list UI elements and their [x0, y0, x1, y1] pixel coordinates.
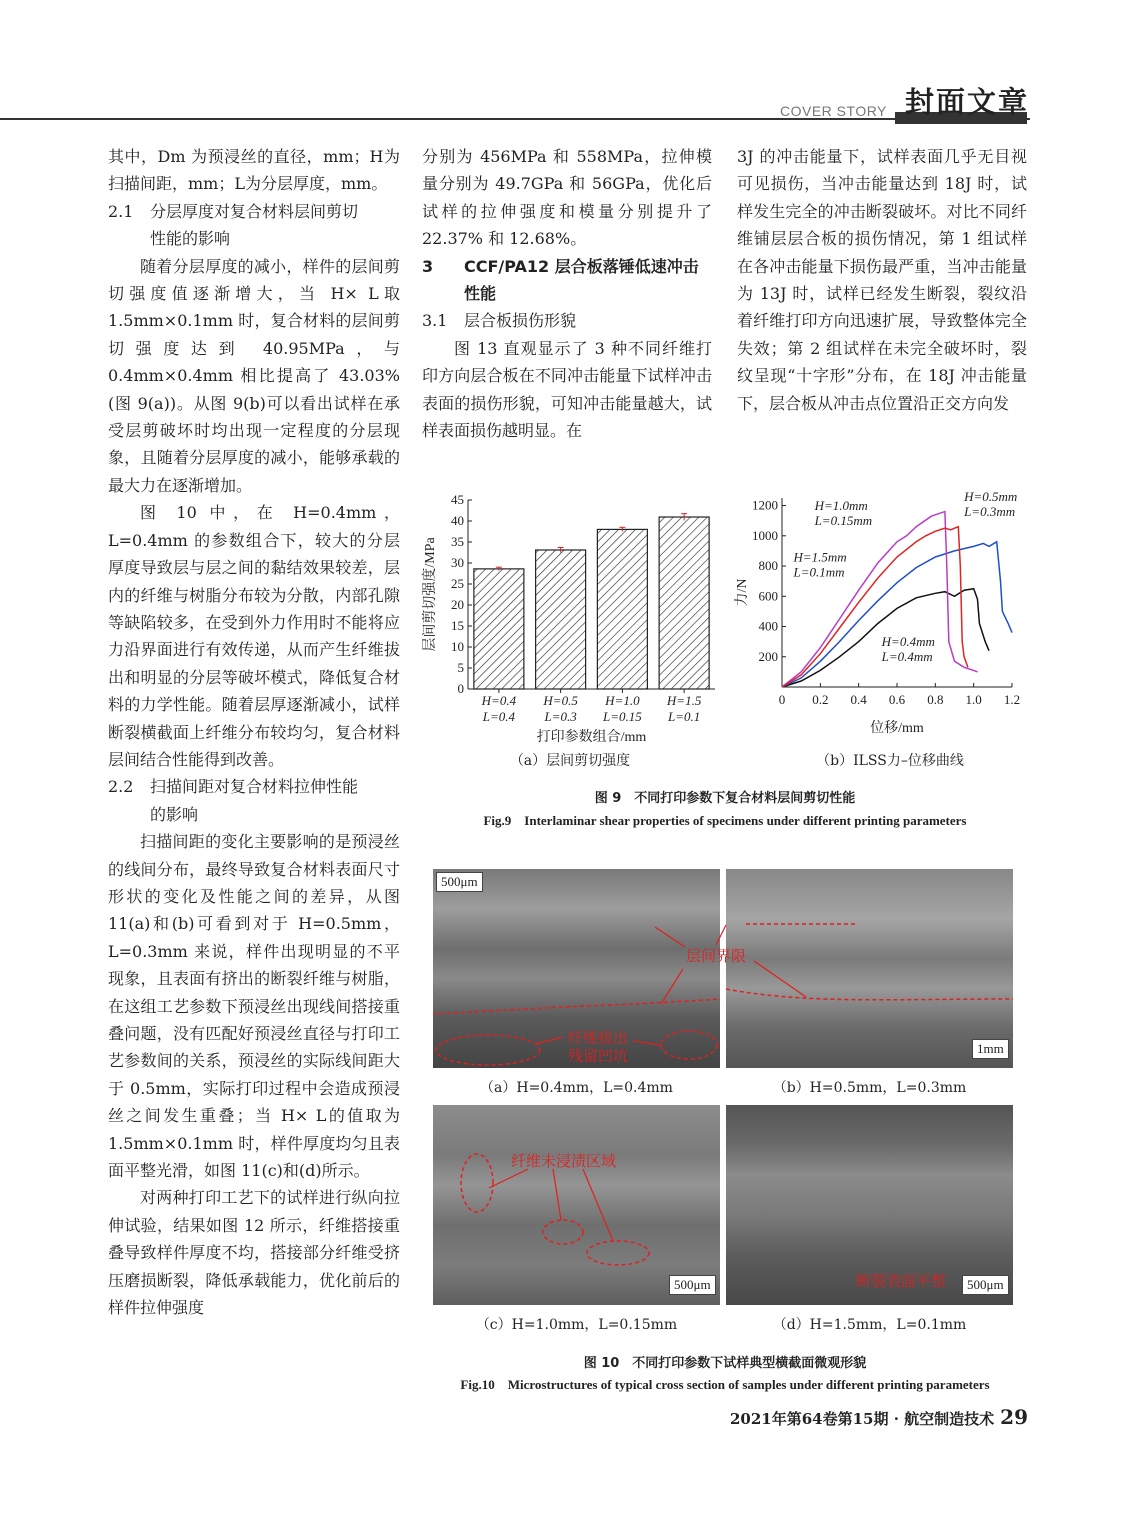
paragraph: 扫描间距的变化主要影响的是预浸丝的线间分布，最终导致复合材料表面尺寸形状的变化及性能之间的差异，从图 11(a)和(b)可看到对于 H=0.5mm，L=0.3mm 来说，样件出现明显的不平现象，且表面有挤出的断裂纤维与树脂，在这组工艺参数下预浸丝出现线间搭接重叠问题，没有匹配好预浸丝直径与打印工艺参数间的关系，预浸丝的实际线间距大于 0.5mm，实际打印过程中会造成预浸丝之间发生重叠；当 H× L的值取为 1.5mm×0.1mm 时，样件厚度均匀且表面平整光滑，如图 11(c)和(d)所示。	[108, 832, 400, 1181]
section-heading-2-2	[108, 773, 400, 828]
section-number: 2.2	[108, 777, 134, 797]
fig10c-caption: （c）H=1.0mm，L=0.15mm	[475, 1317, 678, 1333]
bar	[536, 550, 586, 689]
paragraph: 随着分层厚度的减小，样件的层间剪切强度值逐渐增大，当 H× L取 1.5mm×0.1mm 时，复合材料的层间剪切强度达到 40.95MPa，与 0.4mm×0.4mm 相比提高了 43.03%(图 9(a))。从图 9(b)可以看出试样在承受层剪破坏时均出现一定程度的分层现象，且随着分层厚度的减小，能够承载的最大力在逐渐增加。	[108, 256, 400, 495]
scale-bar: 500μm	[669, 1275, 716, 1295]
y-axis-label: 力/N	[735, 578, 750, 607]
paragraph: 图 10 中，在 H=0.4mm，L=0.4mm 的参数组合下，较大的分层厚度导致层与层之间的黏结效果较差，层内的纤维与树脂分布较为分散，内部孔隙等缺陷较多，在受到外力作用时不能将应力沿界面进行有效传递，从而产生纤维拔出和明显的分层等破坏模式，降低复合材料的力学性能。随着层厚逐渐减小，试样断裂横截面上纤维分布较均匀，复合材料层间结合性能得到改善。	[108, 503, 400, 769]
y-tick-label: 40	[451, 513, 464, 528]
micrograph-b-overlay	[726, 869, 1013, 1068]
x-axis-label: 位移/mm	[870, 721, 924, 736]
fig10b-caption: （b）H=0.5mm，L=0.3mm	[772, 1080, 967, 1096]
journal-info: 2021年第64卷第15期 · 航空制造技术	[730, 1410, 995, 1428]
fig10a-caption: （a）H=0.4mm，L=0.4mm	[480, 1080, 673, 1096]
annotation: 纤维未浸渍区域	[511, 1152, 617, 1170]
x-axis-label: 打印参数组合/mm	[536, 730, 647, 745]
x-tick-label: L=0.4	[482, 709, 516, 724]
micrograph-a	[433, 869, 720, 1068]
series-label: H=1.5mm	[793, 549, 847, 565]
section-heading-3	[422, 253, 712, 308]
paragraph: 对两种打印工艺下的试样进行纵向拉伸试验，结果如图 12 所示，纤维搭接重叠导致样件厚度不均，搭接部分纤维受挤压磨损断裂，降低承载能力，优化前后的样件拉伸强度	[108, 1188, 400, 1318]
cover-story-label: COVER STORY	[780, 103, 887, 119]
scale-bar: 500μm	[962, 1275, 1009, 1295]
y-tick-label: 15	[451, 618, 464, 633]
paragraph: 3J 的冲击能量下，试样表面几乎无目视可见损伤，当冲击能量达到 18J 时，试样发生完全的冲击断裂破坏。对比不同纤维铺层层合板的损伤情况，第 1 组试样在各冲击能量下损伤最严重，当冲击能量为 13J 时，试样已经发生断裂，裂纹沿着纤维打印方向迅速扩展，导致整体完全失效；第 2 组试样在未完全破坏时，裂纹呈现“十字形”分布，在 18J 冲击能量下，层合板从冲击点位置沿正交方向发	[737, 147, 1027, 413]
series-label: L=0.15mm	[814, 513, 873, 529]
ilss-bar-chart	[420, 490, 730, 750]
section-title-line1: 分层厚度对复合材料层间剪切	[150, 201, 359, 221]
series-label: H=0.5mm	[964, 489, 1018, 505]
x-tick-label: 1.0	[965, 692, 982, 707]
bar	[597, 529, 647, 689]
series-label: H=1.0mm	[814, 498, 868, 514]
micrograph-c	[433, 1105, 720, 1305]
x-tick-label: H=0.5	[543, 693, 578, 708]
x-tick-label: H=0.4	[481, 693, 517, 708]
paragraph: 其中，Dm 为预浸丝的直径，mm；H为扫描间距，mm；L为分层厚度，mm。	[108, 147, 400, 194]
series-label: L=0.1mm	[793, 564, 845, 580]
y-tick-label: 5	[457, 660, 464, 675]
fig10d-caption: （d）H=1.5mm，L=0.1mm	[772, 1317, 967, 1333]
y-tick-label: 45	[451, 492, 464, 507]
micrograph-b	[686, 869, 1013, 1068]
y-tick-label: 800	[758, 558, 778, 574]
y-axis-label: 层间剪切强度/MPa	[423, 537, 438, 652]
micrograph-d	[726, 1105, 1013, 1305]
section-title-line2: 性能	[464, 284, 497, 304]
cover-article-title: 封面文章	[905, 85, 1030, 119]
y-tick-label: 10	[451, 639, 464, 654]
text-column-3	[737, 143, 1027, 417]
annotation: 断裂表面平整	[856, 1272, 947, 1290]
scale-bar: 500μm	[436, 872, 483, 892]
section-title-line2: 的影响	[150, 804, 199, 824]
y-tick-label: 20	[451, 597, 464, 612]
fig10-caption-en: Fig.10 Microstructures of typical cross section of samples under different printing parameters	[460, 1377, 990, 1392]
x-tick-label: 0	[778, 692, 786, 707]
x-tick-label: H=1.5	[666, 693, 702, 708]
fig9-caption-en: Fig.9 Interlaminar shear properties of specimens under different printing parameters	[483, 813, 967, 828]
series-label: L=0.4mm	[881, 649, 933, 665]
x-tick-label: 0.8	[927, 692, 944, 707]
x-tick-label: 0.6	[888, 692, 906, 707]
bar	[659, 517, 709, 689]
fig10-caption-cn: 图 10 不同打印参数下试样典型横截面微观形貌	[583, 1356, 867, 1371]
page-number: 29	[1000, 1405, 1029, 1429]
y-tick-label: 0	[457, 681, 464, 696]
y-tick-label: 1000	[752, 527, 778, 543]
page-footer	[730, 1405, 1028, 1429]
series-label: L=0.3mm	[964, 504, 1016, 520]
y-tick-label: 25	[451, 576, 464, 591]
text-column-2	[422, 143, 712, 444]
x-tick-label: L=0.1	[667, 709, 701, 724]
y-tick-label: 30	[451, 555, 464, 570]
force-displacement-chart	[730, 490, 1030, 750]
section-number: 3.1	[422, 311, 448, 331]
paragraph: 分别为 456MPa 和 558MPa，拉伸模量分别为 49.7GPa 和 56GPa，优化后试样的拉伸强度和模量分别提升了 22.37% 和 12.68%。	[422, 147, 712, 249]
y-tick-label: 400	[758, 618, 778, 634]
series-label: H=0.4mm	[881, 634, 935, 650]
section-heading-3-1	[422, 307, 712, 334]
annotation: 纤维拔出	[568, 1029, 629, 1047]
y-tick-label: 600	[758, 588, 778, 604]
section-title-line1: CCF/PA12 层合板落锤低速冲击	[464, 256, 699, 276]
annotation: 层间界限	[686, 947, 747, 965]
section-title-line1: 扫描间距对复合材料拉伸性能	[150, 777, 359, 797]
fig9a-caption: （a）层间剪切强度	[509, 753, 631, 769]
text-column-1	[108, 143, 400, 1321]
x-tick-label: L=0.15	[602, 709, 642, 724]
section-title: 层合板损伤形貌	[464, 311, 577, 331]
fig9b-caption: （b）ILSS力–位移曲线	[816, 753, 964, 769]
x-tick-label: H=1.0	[605, 693, 640, 708]
section-number: 3	[422, 256, 434, 276]
section-title-line2: 性能的影响	[150, 229, 231, 249]
x-tick-label: L=0.3	[544, 709, 577, 724]
bar	[474, 569, 524, 689]
section-heading-2-1	[108, 198, 400, 253]
x-tick-label: 0.4	[850, 692, 867, 707]
y-tick-label: 200	[758, 648, 778, 664]
fig9-caption-cn: 图 9 不同打印参数下复合材料层间剪切性能	[594, 791, 856, 806]
scale-bar: 1mm	[972, 1039, 1009, 1059]
x-tick-label: 0.2	[812, 692, 829, 707]
annotation: 残留凹坑	[568, 1047, 629, 1065]
section-number: 2.1	[108, 201, 134, 221]
y-tick-label: 35	[451, 534, 464, 549]
paragraph: 图 13 直观显示了 3 种不同纤维打印方向层合板在不同冲击能量下试样冲击表面的损伤形貌，可知冲击能量越大，试样表面损伤越明显。在	[422, 338, 712, 441]
y-tick-label: 1200	[752, 497, 778, 513]
x-tick-label: 1.2	[1003, 692, 1021, 707]
